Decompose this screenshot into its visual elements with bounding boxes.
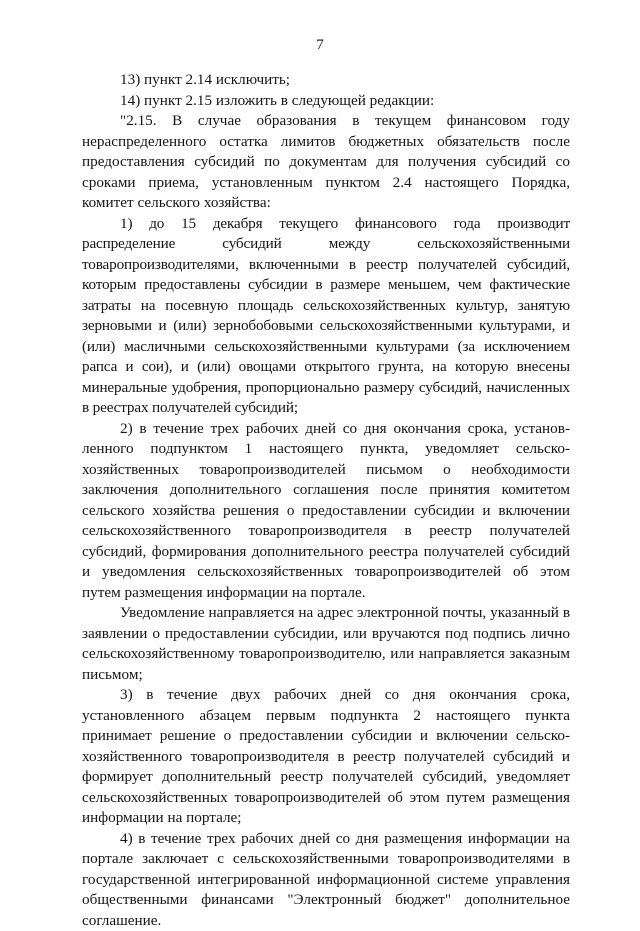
document-body (82, 70, 570, 931)
page-number: 7 (0, 36, 640, 54)
paragraph-item-13: 13) пункт 2.14 исключить; (82, 70, 570, 91)
paragraph-clause-2-15: "2.15. В случае образования в текущем финансовом году нераспределенного остатка лимитов бюджетных обязательств после предоставления субсидий по документам для получения субсидий со сроками приема, установленным пунктом 2.4 настоящего Порядка, комитет сельского хозяйства: (82, 111, 570, 214)
paragraph-item-14: 14) пункт 2.15 изложить в следующей редакции: (82, 91, 570, 112)
paragraph-subclause-1: 1) до 15 декабря текущего финансового года производит распределение субсидий между сельскохозяйственными товаропроизводителями, включенными в реестр получателей субсидий, которым предоставлены субсидии в размере меньшем, чем фактические затраты на посевную площадь сельскохозяйственных культур, занятую зерновыми и (или) зернобобовыми сельскохозяйственными культурами, и (или) масличными сельскохозяйственными культурами (за исключением рапса и сои), и (или) овощами открытого грунта, на которую внесены минеральные удобрения, пропорционально размеру субсидий, начисленных в реестрах получателей субсидий; (82, 214, 570, 419)
paragraph-subclause-2: 2) в течение трех рабочих дней со дня окончания срока, установленного подпунктом 1 настоящего пункта, уведомляет сельскохозяйственных товаропроизводителей письмом о необходимости заключения дополнительного соглашения после принятия комитетом сельского хозяйства решения о предоставлении субсидии и включении сельскохозяйственного товаропроизводителя в реестр получателей субсидий, формирования дополнительного реестра получателей субсидий и уведомления сельскохозяйственных товаропроизводителей об этом путем размещения информации на портале. (82, 419, 570, 604)
paragraph-subclause-4: 4) в течение трех рабочих дней со дня размещения информации на портале заключает с сельскохозяйственными товаропроизводителями в государственной интегрированной информационной системе управления общественными финансами "Электронный бюджет" дополнительное соглашение. (82, 829, 570, 931)
paragraph-subclause-3: 3) в течение двух рабочих дней со дня окончания срока, установленного абзацем первым подпункта 2 настоящего пункта принимает решение о предоставлении субсидии и включении сельскохозяйственного товаропроизводителя в реестр получателей субсидий и формирует дополнительный реестр получателей субсидий, уведомляет сельскохозяйственных товаропроизводителей об этом путем размещения информации на портале; (82, 685, 570, 829)
paragraph-notification: Уведомление направляется на адрес электронной почты, указанный в заявлении о предоставлении субсидии, или вручаются под подпись лично сельскохозяйственному товаропроизводителю, или направляется заказным письмом; (82, 603, 570, 685)
